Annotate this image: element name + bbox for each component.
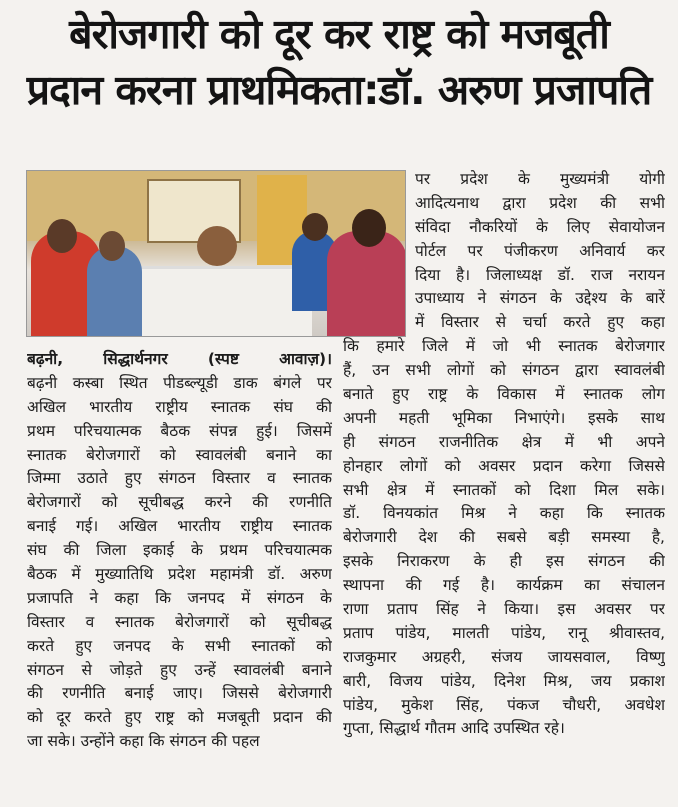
left-column-line: प्रथम परिचयात्मक बैठक संपन्न हुई। जिसमें [27, 421, 332, 440]
right-column-line: इसके निराकरण के ही इस संगठन की [343, 552, 665, 571]
right-column-line: राजकुमार अग्रहरी, संजय जायसवाल, विष्णु [343, 647, 665, 666]
left-column-line: अखिल भारतीय राष्ट्रीय स्नातक संघ की [27, 397, 332, 416]
right-column-line: गुप्ता, सिद्धार्थ गौतम आदि उपस्थित रहे। [343, 719, 565, 738]
left-column-line: बैठक में मुख्यातिथि प्रदेश महामंत्री डॉ. अरुण [27, 565, 332, 584]
right-column-line: राणा प्रताप सिंह ने किया। इस अवसर पर [343, 600, 665, 619]
article-right-column [343, 168, 665, 741]
article-left-column [27, 348, 332, 754]
right-column-line: दिया है। जिलाध्यक्ष डॉ. राज नरायन [415, 265, 665, 284]
right-column-line: ही संगठन राजनीतिक क्षेत्र में भी अपने [343, 432, 665, 451]
left-column-line: बढ़नी कस्बा स्थित पीडब्ल्यूडी डाक बंगले पर [27, 373, 332, 392]
headline-line-2: प्रदान करना प्राथमिकता:डॉ. अरुण प्रजापति [26, 66, 652, 114]
right-column-line: संविदा नौकरियों के लिए सेवायोजन [415, 217, 665, 236]
headline-line-1: बेरोजगारी को दूर कर राष्ट्र को मजबूती [69, 10, 609, 58]
headline [14, 6, 664, 118]
right-column-line: पांडेय, मुकेश सिंह, पंकज चौधरी, अवधेश [343, 695, 665, 714]
right-column-line: बारी, विजय पांडेय, दिनेश मिश्र, जय प्रकाश [343, 671, 665, 690]
right-column-line: पर प्रदेश के मुख्यमंत्री योगी [415, 170, 665, 188]
left-column-line: बनाई गई। अखिल भारतीय राष्ट्रीय स्नातक [27, 517, 332, 536]
right-column-line: बनाते हुए राष्ट्र के विकास में स्नातक लोग [343, 385, 665, 404]
right-column-line: बेरोजगारी देश की सबसे बड़ी समस्या है, [343, 528, 665, 547]
left-column-line: संगठन से जोड़ते हुए उन्हें स्वावलंबी बनाने [27, 660, 332, 679]
right-column-line: स्थापना की गई है। कार्यक्रम का संचालन [343, 576, 665, 595]
right-column-line: कि हमारे जिले में जो भी स्नातक बेरोजगार [343, 337, 665, 356]
left-column-line: को दूर करते हुए राष्ट्र को मजबूती प्रदान की [27, 708, 332, 727]
left-column-line: विस्तार व स्नातक बेरोजगारों को सूचीबद्ध [27, 612, 332, 631]
left-column-line: बेरोजगारों को सूचीबद्ध करने की रणनीति [27, 493, 332, 512]
left-column-line: संघ की जिला इकाई के प्रथम परिचयात्मक [27, 541, 332, 560]
left-column-line: जा सके। उन्होंने कहा कि संगठन की पहल [27, 732, 260, 751]
left-column-line: की रणनीति बनाई जाए। जिससे बेरोजगारी [27, 684, 332, 703]
left-column-line: करते हुए जनपद के सभी स्नातकों को [27, 636, 332, 655]
right-column-line: प्रताप पांडेय, मालती पांडेय, रानू श्रीवास्तव, [343, 623, 665, 642]
right-column-line: पोर्टल पर पंजीकरण अनिवार्य कर [415, 241, 665, 260]
right-column-line: आदित्यनाथ द्वारा प्रदेश की सभी [415, 193, 665, 212]
left-column-line: प्रजापति ने कहा कि जनपद में संगठन के [27, 588, 332, 607]
right-column-line: सभी क्षेत्र में स्नातकों को दिशा मिल सके। [343, 480, 665, 499]
right-column-line: होनहार लोगों को अवसर प्रदान करेगा जिससे [343, 456, 665, 475]
right-column-line: हैं, उन सभी लोगों को संगठन द्वारा स्वावलंबी [343, 361, 665, 380]
right-column-line: डॉ. विनयकांत मिश्र ने कहा कि स्नातक [343, 504, 665, 523]
left-column-line: बढ़नी, सिद्धार्थनगर (स्पष्ट आवाज़)। [27, 350, 332, 368]
right-column-line: उपाध्याय ने संगठन के उद्देश्य के बारें [415, 289, 665, 308]
right-column-line: में विस्तार से चर्चा करते हुए कहा [415, 313, 665, 332]
right-column-line: अपनी महती भूमिका निभाएंगे। इसके साथ [343, 408, 665, 427]
left-column-line: स्नातक बेरोजगारों को स्वावलंबी बनाने का [27, 445, 332, 464]
left-column-line: जिम्मा उठाते हुए संगठन विस्तार व स्नातक [27, 469, 332, 488]
